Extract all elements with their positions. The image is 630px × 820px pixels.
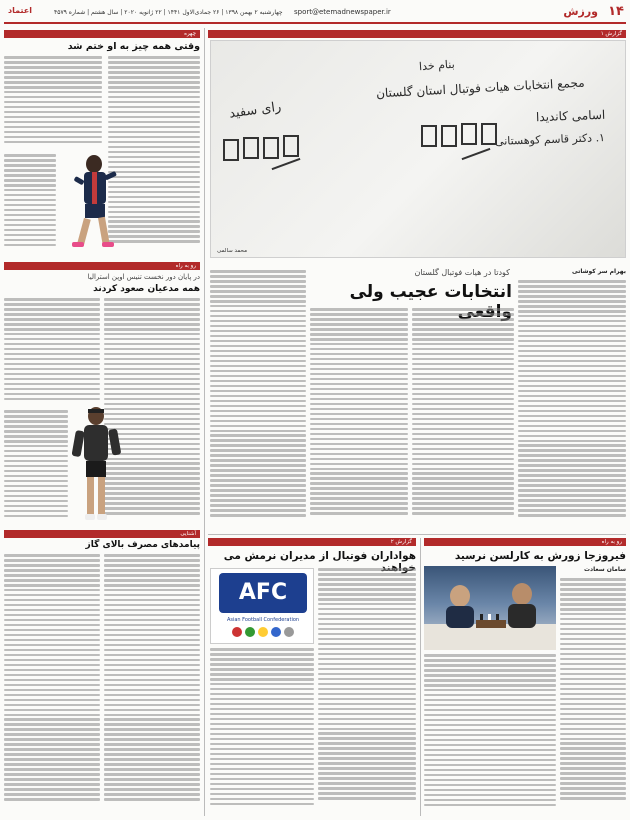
bottom-middle-body-col-1: [318, 568, 416, 816]
left-top-body-col-1: [108, 56, 200, 252]
left-middle-headline: همه مدعیان صعود کردند: [93, 284, 200, 294]
whiteboard-line-1: بنام خدا: [418, 57, 456, 74]
main-body-col-3: [310, 308, 408, 530]
left-middle-body-col-2: [4, 298, 100, 406]
left-top-label: چهره: [184, 31, 196, 37]
left-bottom-body-col-2: [4, 554, 100, 816]
main-story-label: گزارش ۱: [600, 31, 622, 37]
tennis-player-photo: [70, 404, 122, 522]
left-middle-body-col-3: [4, 410, 68, 526]
left-middle-label: رو به راه: [175, 263, 196, 269]
afc-logo-text: Asian Football Confederation: [226, 617, 300, 623]
afc-flags: [219, 627, 307, 639]
tally-strike: [272, 158, 301, 170]
left-middle-kicker: در پایان دور نخست تنیس اوپن استرالیا: [87, 273, 200, 281]
whiteboard-line-4: ۱. دکتر قاسم کوهستانی: [494, 131, 606, 148]
tally-box: [223, 139, 239, 161]
chess-match-photo: [424, 566, 556, 650]
bottom-right-label: رو به راه: [601, 539, 622, 545]
main-author: بهرام سر کوشاتی: [572, 268, 626, 275]
main-body-col-1: [518, 280, 626, 530]
afc-logo-panel: [210, 568, 314, 644]
bottom-middle-headline: هواداران فوتبال از مدیران نرمش می: [223, 550, 416, 562]
footballer-figure: [58, 150, 120, 252]
left-top-body-col-2: [4, 56, 102, 150]
tally-box: [263, 137, 279, 159]
issue-date: چهارشنبه ۲ بهمن ۱۳۹۸ | ۲۶ جمادی‌الاول ۱۴۴۱ | ۲۲ ژانویه ۲۰۲۰ | سال هشتم | شماره ۴۵۷۹: [54, 9, 283, 16]
bottom-right-author: سامان سعادت: [584, 566, 626, 573]
left-bottom-body-col-1: [104, 554, 200, 816]
main-story-label-bar: [208, 30, 626, 38]
page-header: [4, 4, 626, 24]
column-divider: [420, 538, 421, 816]
chess-players-figure: [424, 566, 556, 650]
bottom-middle-label: گزارش ۲: [390, 539, 412, 545]
bottom-middle-label-bar: [208, 538, 416, 546]
bottom-right-headline: فیروزجا زورش به کارلسن نرسید: [454, 550, 626, 562]
bottom-right-body-col-2: [424, 654, 556, 816]
tally-box: [283, 135, 299, 157]
section-title: ورزش: [563, 5, 598, 18]
left-top-body-col-3: [4, 154, 56, 252]
whiteboard-line-3: اسامی کاندیدا: [535, 107, 606, 125]
newspaper-logo: اعتماد: [8, 6, 32, 15]
left-top-label-bar: [4, 30, 200, 38]
whiteboard-photo: [210, 40, 626, 258]
tally-box: [421, 125, 437, 147]
section-email: sport@etemadnewspaper.ir: [294, 8, 391, 16]
tennis-player-figure: [70, 404, 122, 522]
tally-box: [461, 123, 477, 145]
bottom-right-label-bar: [424, 538, 626, 546]
left-bottom-label: آشنایی: [180, 531, 196, 537]
tally-box: [441, 125, 457, 147]
main-headline: انتخابات عجیب ولی: [349, 282, 512, 302]
bottom-middle-body-col-2: [210, 648, 314, 816]
left-top-headline: وقتی همه چیز به او ختم شد: [67, 41, 200, 52]
main-kicker: کودتا در هیات فوتبال گلستان: [414, 268, 510, 277]
column-divider: [204, 28, 205, 816]
main-body-col-2: [412, 308, 514, 530]
section-divider: [208, 534, 626, 535]
tally-box: [481, 123, 497, 145]
footballer-photo: [58, 150, 120, 252]
whiteboard-line-2: مجمع انتخابات هیات فوتبال استان گلستان: [376, 75, 586, 101]
main-body-col-4: [210, 270, 306, 530]
tally-box: [243, 137, 259, 159]
left-middle-label-bar: [4, 262, 200, 270]
left-bottom-label-bar: [4, 530, 200, 538]
whiteboard-line-5: رای سفید: [228, 99, 283, 122]
photo-credit: محمد سالمی: [217, 248, 248, 254]
bottom-right-body-col-1: [560, 578, 626, 816]
left-bottom-headline: پیامدهای مصرف بالای گاز: [85, 540, 200, 550]
page-number: ۱۴: [608, 4, 624, 19]
afc-logo: AFC: [219, 573, 307, 613]
tally-strike: [462, 148, 491, 160]
